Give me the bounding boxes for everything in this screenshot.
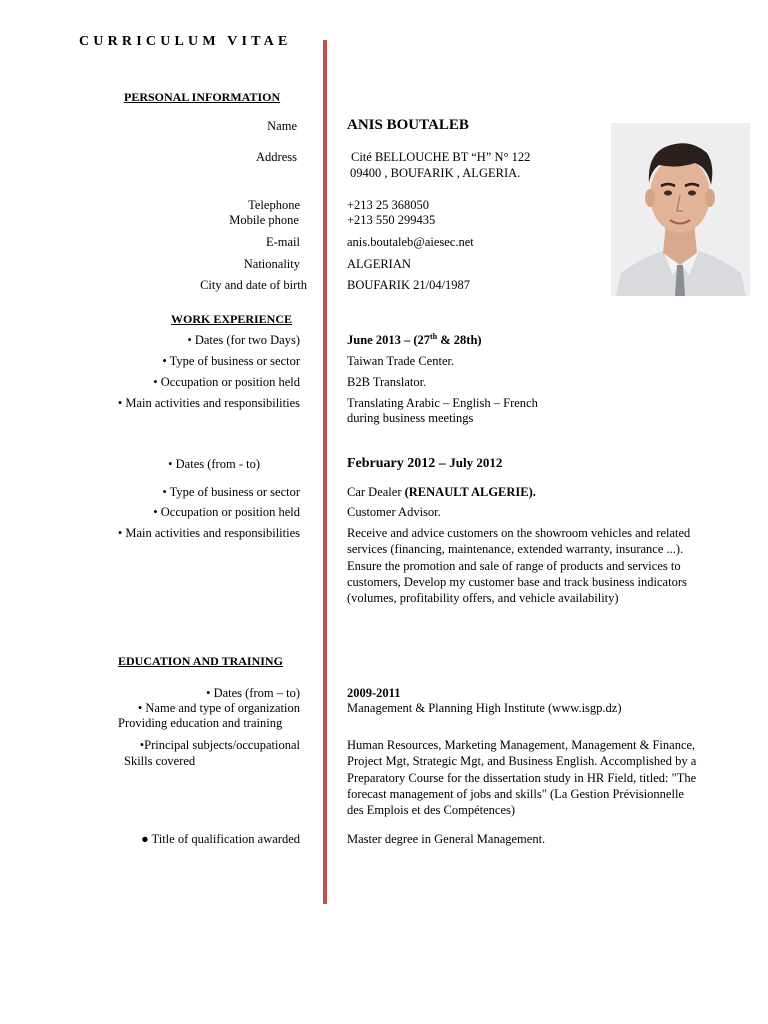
edu-subjects-label-line-1: •Principal subjects/occupational (139, 738, 300, 752)
nationality-value: ALGERIAN (347, 257, 411, 271)
email-label: E-mail (265, 235, 300, 249)
job1-activities-line-2: during business meetings (347, 411, 474, 425)
job1-business-label: • Type of business or sector (162, 354, 300, 368)
address-line-2: 09400 , BOUFARIK , ALGERIA. (350, 166, 521, 180)
job2-business-label: • Type of business or sector (162, 485, 300, 499)
telephone-label: Telephone (248, 198, 300, 212)
job1-dates-label: • Dates (for two Days) (187, 333, 300, 347)
job1-business-value: Taiwan Trade Center. (347, 354, 455, 368)
telephone-value: +213 25 368050 (347, 198, 430, 212)
edu-qualification-value: Master degree in General Management. (347, 832, 546, 846)
job2-occupation-value: Customer Advisor. (347, 505, 441, 519)
section-heading-personal: PERSONAL INFORMATION (124, 90, 281, 104)
birth-label: City and date of birth (200, 278, 307, 292)
email-value[interactable]: anis.boutaleb@aiesec.net (347, 235, 474, 249)
edu-subjects-label-line-2: Skills covered (124, 754, 196, 768)
job1-occupation-label: • Occupation or position held (153, 375, 300, 389)
section-heading-work: WORK EXPERIENCE (171, 312, 293, 326)
edu-qualification-label: ● Title of qualification awarded (141, 832, 300, 846)
nationality-label: Nationality (243, 257, 300, 271)
edu-org-value: Management & Planning High Institute (www.isgp.dz) (347, 701, 622, 715)
address-line-1: Cité BELLOUCHE BT “H” N° 122 (351, 150, 531, 164)
job2-occupation-label: • Occupation or position held (153, 505, 300, 519)
job1-activities-line-1: Translating Arabic – English – French (347, 396, 538, 410)
edu-org-label-line-2: Providing education and training (118, 716, 283, 730)
job1-activities-label: • Main activities and responsibilities (117, 396, 300, 410)
birth-value: BOUFARIK 21/04/1987 (347, 278, 471, 292)
edu-org-label-line-1: • Name and type of organization (137, 701, 300, 715)
job2-activities-text: Receive and advice customers on the showroom vehicles and related services (financing, maintenance, extended warranty, insurance ...). Ensure the promotion and sale of range of products and services to customers, Develop my customer base and track business indicators (volumes, profitability offers, and vehicle availability) (347, 526, 691, 606)
job2-dates-value: February 2012 – July 2012 (347, 455, 503, 471)
edu-subjects-text: Human Resources, Marketing Management, Management & Finance, Project Mgt, Strategic Mgt, and Business English. Accomplished by a Preparatory Course for the dissertation study in HR Field, titled: "The forecast management of jobs and skills" (La Gestion Prévisionnelle des Emplois et des Compétences) (347, 738, 697, 818)
job1-dates-value: June 2013 – (27th & 28th) (347, 331, 482, 347)
section-heading-education: EDUCATION AND TRAINING (118, 654, 283, 668)
job2-activities-label: • Main activities and responsibilities (117, 526, 300, 540)
person-name: ANIS BOUTALEB (347, 117, 469, 133)
job1-occupation-value: B2B Translator. (347, 375, 427, 389)
edu-dates-value: 2009-2011 (347, 686, 401, 700)
cv-title: CURRICULUM VITAE (79, 34, 292, 49)
vertical-divider (323, 40, 327, 904)
mobile-value: +213 550 299435 (347, 213, 436, 227)
address-label: Address (256, 150, 297, 164)
name-label: Name (267, 119, 297, 133)
edu-dates-label: • Dates (from – to) (206, 686, 300, 700)
job2-business-value: Car Dealer (RENAULT ALGERIE). (347, 485, 536, 499)
job2-dates-label: • Dates (from - to) (168, 457, 260, 471)
profile-photo (611, 123, 750, 296)
mobile-label: Mobile phone (229, 213, 299, 227)
